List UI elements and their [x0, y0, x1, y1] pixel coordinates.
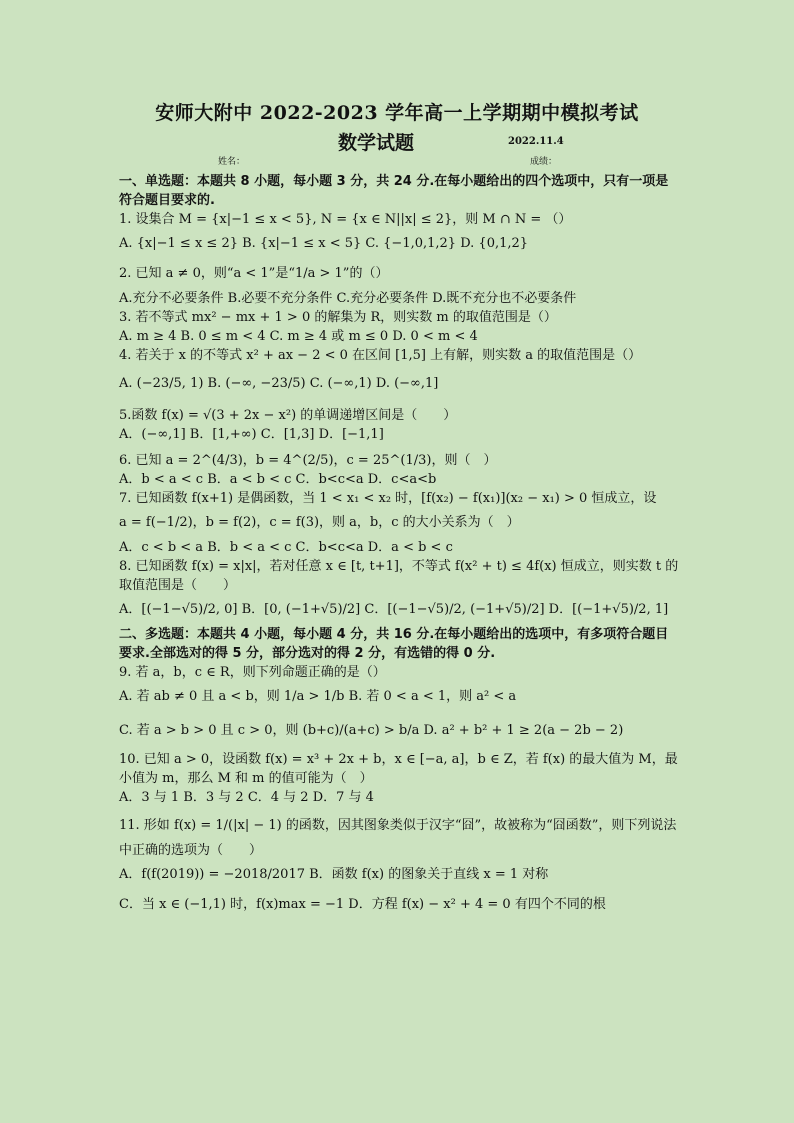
name-label: 姓名： [218, 157, 246, 167]
section2-heading: 二、多选题：本题共 4 小题，每小题 4 分，共 16 分.在每小题给出的选项中，有多项符合题目要求.全部选对的得 5 分，部分选对的得 2 分，有选错的得 0 分. [119, 627, 669, 661]
question-7-line2: a = f(−1/2)，b = f(2)，c = f(3)，则 a，b，c 的大小关系为（ ） [119, 515, 520, 530]
question-7-options: A．c < b < a B．b < a < c C．b<c<a D．a < b < c [119, 540, 453, 555]
question-8-options: A．[(−1−√5)/2, 0] B．[0, (−1+√5)/2] C．[(−1−√5)/2, (−1+√5)/2] D．[(−1+√5)/2, 1] [119, 602, 669, 617]
question-6: 6. 已知 a = 2^(4/3)，b = 4^(2/5)，c = 25^(1/3)，则（ ） [119, 453, 497, 468]
question-9-options-cd: C. 若 a > b > 0 且 c > 0，则 (b+c)/(a+c) > b/a D. a² + b² + 1 ≥ 2(a − 2b − 2) [119, 723, 624, 738]
question-4-options: A. (−23/5, 1) B. (−∞, −23/5) C. (−∞,1) D. (−∞,1] [119, 376, 439, 391]
question-2: 2. 已知 a ≠ 0，则“a < 1”是“1/a > 1”的（） [119, 266, 389, 281]
question-11-options-cd: C．当 x ∈ (−1,1) 时，f(x)max = −1 D．方程 f(x) − x² + 4 = 0 有四个不同的根 [119, 897, 606, 912]
question-8: 8. 已知函数 f(x) = x|x|，若对任意 x ∈ [t, t+1]，不等式 f(x² + t) ≤ 4f(x) 恒成立，则实数 t 的 [119, 559, 679, 574]
question-10-line2: 小值为 m，那么 M 和 m 的值可能为（ ） [119, 771, 373, 786]
question-9: 9. 若 a，b，c ∈ R，则下列命题正确的是（） [119, 665, 386, 680]
question-2-options: A.充分不必要条件 B.必要不充分条件 C.充分必要条件 D.既不充分也不必要条件 [119, 291, 577, 306]
question-10-options: A．3 与 1 B．3 与 2 C．4 与 2 D．7 与 4 [119, 790, 374, 805]
exam-title: 安师大附中 2022-2023 学年高一上学期期中模拟考试 [155, 102, 639, 124]
question-3: 3. 若不等式 mx² − mx + 1 > 0 的解集为 R，则实数 m 的取值范围是（） [119, 310, 557, 325]
question-1: 1. 设集合 M = {x|−1 ≤ x < 5}, N = {x ∈ N||x| ≤ 2}，则 M ∩ N = （） [119, 212, 572, 227]
exam-subtitle: 数学试题 [338, 132, 415, 154]
section1-heading: 一、单选题：本题共 8 小题，每小题 3 分，共 24 分.在每小题给出的四个选项中，只有一项是符合题目要求的. [119, 174, 669, 208]
question-4: 4. 若关于 x 的不等式 x² + ax − 2 < 0 在区间 [1,5] 上有解，则实数 a 的取值范围是（） [119, 348, 642, 363]
score-label: 成绩： [530, 157, 558, 167]
question-11-options-ab: A．f(f(2019)) = −2018/2017 B．函数 f(x) 的图象关于直线 x = 1 对称 [119, 867, 549, 882]
question-3-options: A. m ≥ 4 B. 0 ≤ m < 4 C. m ≥ 4 或 m ≤ 0 D. 0 < m < 4 [119, 329, 478, 344]
exam-date: 2022.11.4 [508, 136, 564, 147]
question-5: 5.函数 f(x) = √(3 + 2x − x²) 的单调递增区间是（ ） [119, 408, 457, 423]
question-1-options: A. {x|−1 ≤ x ≤ 2} B. {x|−1 ≤ x < 5} C. {−1,0,1,2} D. {0,1,2} [119, 236, 529, 251]
question-11: 11. 形如 f(x) = 1/(|x| − 1) 的函数，因其图象类似于汉字“囧”，故被称为“囧函数”，则下列说法 [119, 818, 677, 833]
question-9-options-ab: A. 若 ab ≠ 0 且 a < b，则 1/a > 1/b B. 若 0 < a < 1，则 a² < a [119, 689, 517, 704]
question-5-options: A．(−∞,1] B．[1,+∞) C．[1,3] D．[−1,1] [119, 427, 384, 442]
question-10: 10. 已知 a > 0，设函数 f(x) = x³ + 2x + b，x ∈ [−a, a]，b ∈ Z，若 f(x) 的最大值为 M，最 [119, 752, 678, 767]
question-6-options: A．b < a < c B．a < b < c C．b<c<a D．c<a<b [119, 472, 437, 487]
exam-body [119, 172, 679, 920]
question-11-line2: 中正确的选项为（ ） [119, 843, 263, 858]
question-8-line2: 取值范围是（ ） [119, 578, 237, 593]
question-7: 7. 已知函数 f(x+1) 是偶函数，当 1 < x₁ < x₂ 时，[f(x₂) − f(x₁)](x₂ − x₁) > 0 恒成立，设 [119, 491, 657, 506]
